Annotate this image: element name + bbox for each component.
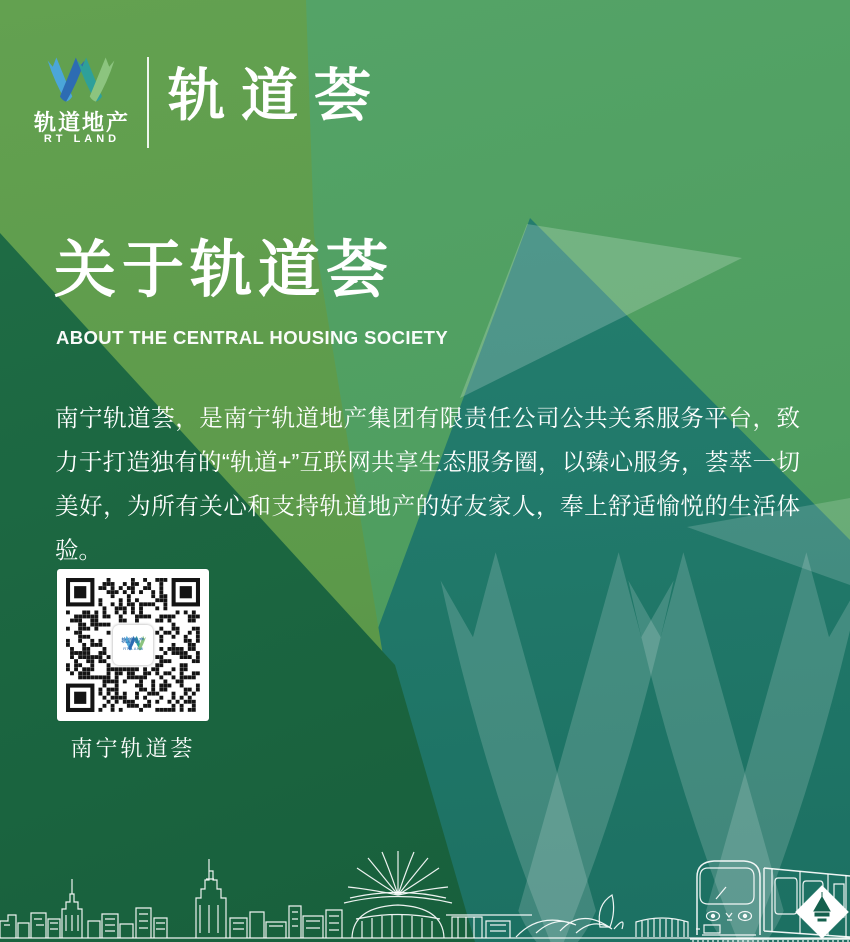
- qr-badge-label-cn: 轨道地产: [121, 637, 145, 644]
- qr-caption: 南宁轨道荟: [70, 736, 196, 761]
- city-skyline-illustration: [0, 837, 850, 942]
- diamond-tower-badge: [796, 886, 848, 938]
- logo-text-en: RT LAND: [43, 133, 121, 145]
- intro-paragraph: 南宁轨道荟，是南宁轨道地产集团有限责任公司公共关系服务平台，致力于打造独有的“轨道+”互联网共享生态服务圈，以臻心服务，荟萃一切美好，为所有关心和支持轨道地产的好友家人，奉上舒适愉悦的生活体验。: [55, 405, 800, 563]
- qr-code[interactable]: [57, 569, 209, 721]
- brand-header: [0, 0, 850, 170]
- page-subtitle: ABOUT THE CENTRAL HOUSING SOCIETY: [56, 327, 449, 348]
- qr-center-logo: [113, 625, 153, 665]
- rtland-logo-icon: [42, 52, 120, 104]
- wordmark-guidaohui: 轨道荟: [168, 64, 387, 128]
- header-divider: [147, 57, 149, 148]
- logo-text-cn: 轨道地产: [33, 110, 130, 135]
- qr-badge-label-en: RT LAND: [122, 646, 144, 651]
- page-title: 关于轨道荟: [54, 236, 395, 305]
